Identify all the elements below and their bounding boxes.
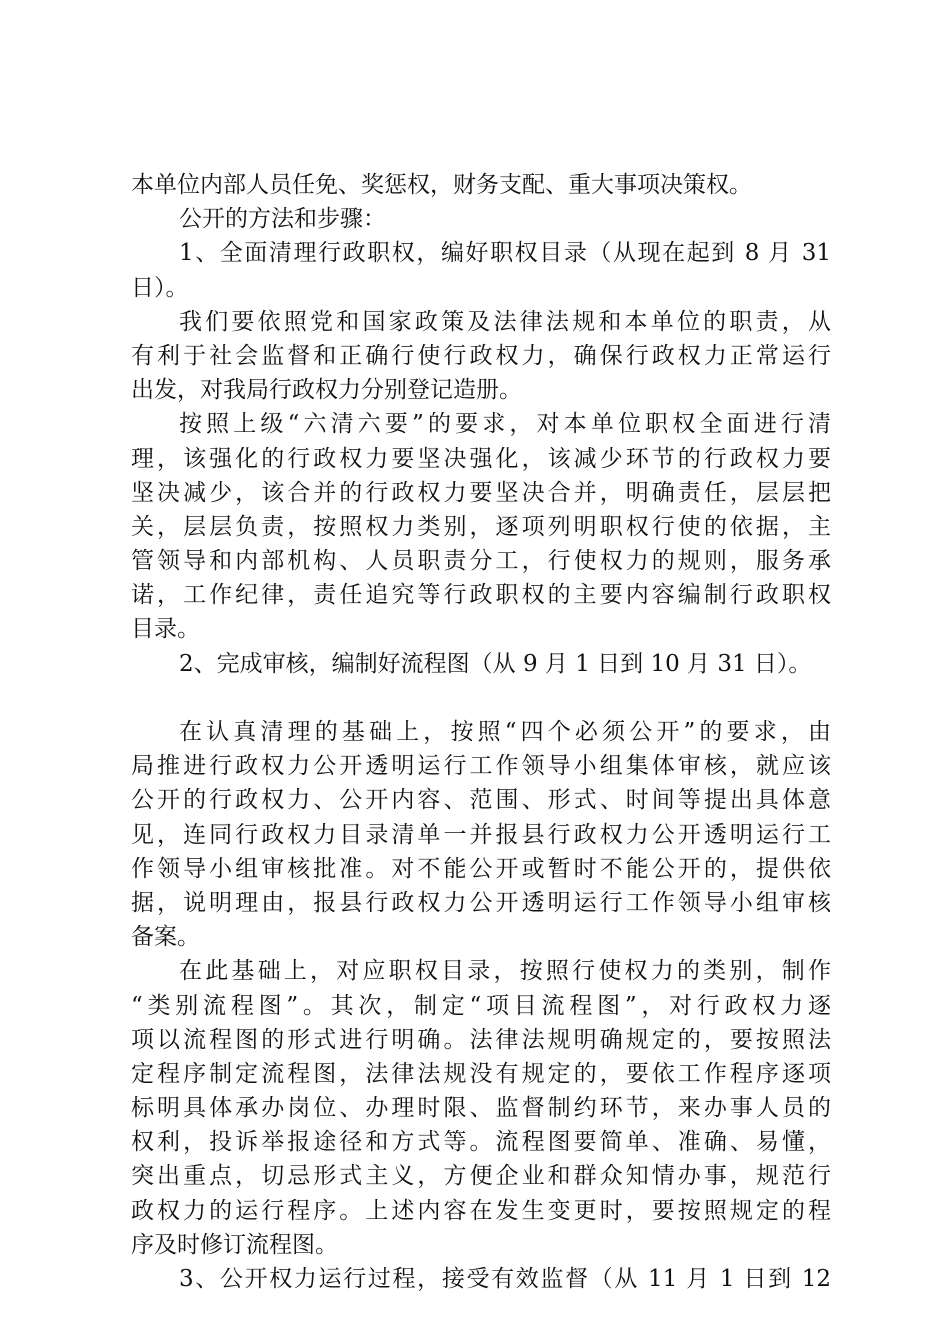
text-line: 本单位内部人员任免、奖惩权，财务支配、重大事项决策权。 (131, 172, 752, 198)
text-line: 日）。 (131, 274, 189, 301)
text-line: 有利于社会监督和正确行使行政权力，确保行政权力正常运行 (131, 342, 831, 369)
text-line: 诺，工作纪律，责任追究等行政职权的主要内容编制行政职权 (131, 582, 831, 609)
text-line: 标明具体承办岗位、办理时限、监督制约环节，来办事人员的 (131, 1095, 831, 1122)
text-line: 管领导和内部机构、人员职责分工，行使权力的规则，服务承 (131, 548, 831, 575)
text-line: 作领导小组审核批准。对不能公开或暂时不能公开的，提供依 (131, 855, 831, 882)
text-line: 在此基础上，对应职权目录，按照行使权力的类别，制作 (179, 958, 831, 985)
text-line: 见，连同行政权力目录清单一并报县行政权力公开透明运行工 (131, 821, 831, 848)
text-line: 定程序制定流程图，法律法规没有规定的，要依工作程序逐项 (131, 1060, 831, 1087)
text-line: 据，说明理由，报县行政权力公开透明运行工作领导小组审核 (131, 889, 831, 916)
text-line: 我们要依照党和国家政策及法律法规和本单位的职责，从 (179, 308, 831, 335)
text-line: 公开的行政权力、公开内容、范围、形式、时间等提出具体意 (131, 787, 831, 814)
text-line: 1、全面清理行政职权，编好职权目录（从现在起到 8 月 31 (179, 240, 831, 267)
text-line: 在认真清理的基础上，按照“四个必须公开”的要求，由 (179, 719, 831, 745)
text-line: 3、公开权力运行过程，接受有效监督（从 11 月 1 日到 12 (179, 1266, 831, 1292)
text-line: 备案。 (131, 924, 200, 951)
text-line: 理，该强化的行政权力要坚决强化，该减少环节的行政权力要 (131, 445, 831, 472)
text-line: 目录。 (131, 616, 200, 643)
text-line: 公开的方法和步骤： (179, 206, 386, 233)
text-line: 序及时修订流程图。 (131, 1231, 338, 1258)
document-body (131, 168, 831, 1296)
text-line: 突出重点，切忌形式主义，方便企业和群众知情办事，规范行 (131, 1163, 831, 1190)
text-line: 按照上级“六清六要”的要求，对本单位职权全面进行清 (179, 411, 831, 438)
text-line: 局推进行政权力公开透明运行工作领导小组集体审核，就应该 (131, 753, 831, 780)
text-line: “类别流程图”。其次，制定“项目流程图”，对行政权力逐 (131, 992, 831, 1019)
text-line: 关，层层负责，按照权力类别，逐项列明职权行使的依据，主 (131, 513, 831, 540)
text-line: 2、完成审核，编制好流程图（从 9 月 1 日到 10 月 31 日）。 (179, 650, 812, 677)
text-line: 政权力的运行程序。上述内容在发生变更时，要按照规定的程 (131, 1197, 831, 1224)
text-line: 项以流程图的形式进行明确。法律法规明确规定的，要按照法 (131, 1026, 831, 1053)
text-line: 坚决减少，该合并的行政权力要坚决合并，明确责任，层层把 (131, 479, 831, 506)
paragraph-gap (131, 681, 831, 715)
text-line: 出发，对我局行政权力分别登记造册。 (131, 377, 522, 404)
text-line: 权利，投诉举报途径和方式等。流程图要简单、准确、易懂， (131, 1129, 831, 1156)
